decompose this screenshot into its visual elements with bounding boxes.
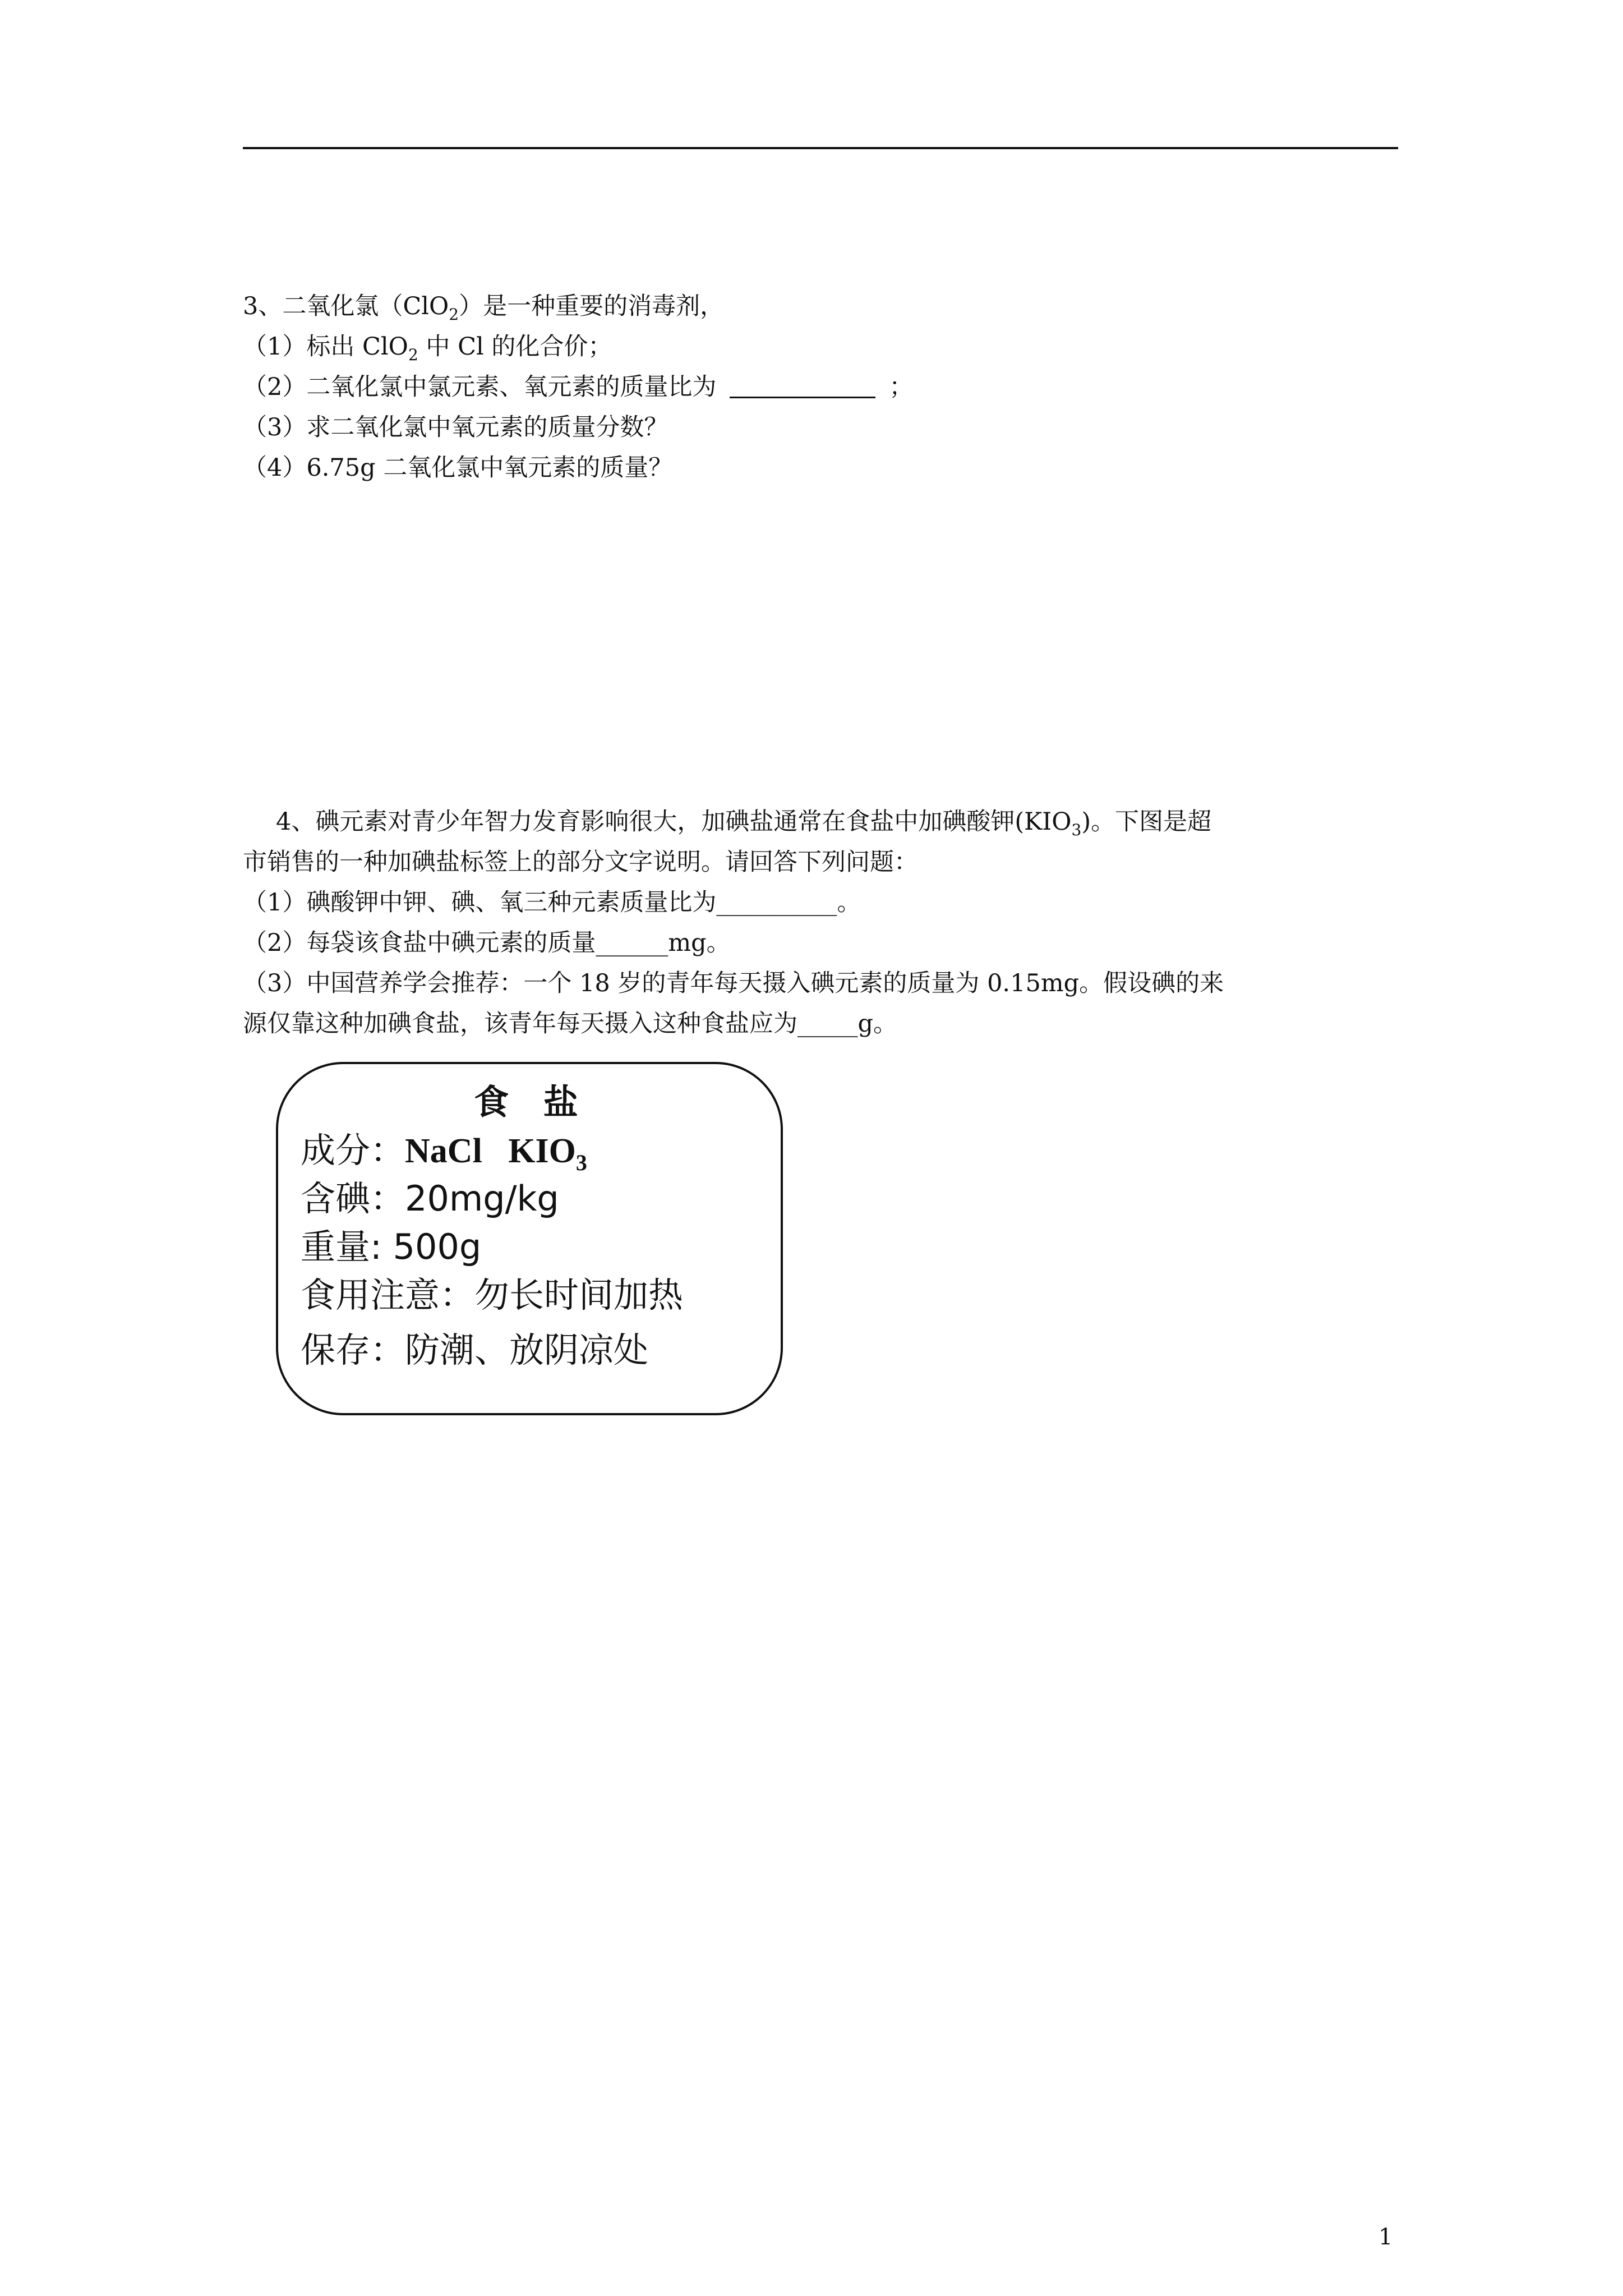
q4-part-2: （2）每袋该食盐中碘元素的质量______mg。: [243, 929, 731, 957]
answer-blank[interactable]: [730, 374, 875, 398]
salt-label-storage: 保存：防潮、放阴凉处: [301, 1329, 649, 1370]
header-rule: [243, 147, 1398, 149]
salt-label-caution: 食用注意：勿长时间加热: [301, 1274, 684, 1315]
q4-intro: 4、碘元素对青少年智力发育影响很大，加碘盐通常在食盐中加碘酸钾$(KIO_3)$。下图是超: [276, 808, 1212, 839]
salt-label-title: 食 盐: [474, 1082, 589, 1122]
q4-part-3-line2: 源仅靠这种加碘食盐，该青年每天摄入这种食盐应为_____g。: [243, 1010, 898, 1038]
q3-part-2: （2）二氧化氯中氯元素、氧元素的质量比为 ；: [243, 373, 914, 401]
salt-label: [276, 1062, 783, 1415]
salt-label-iodine: 含碘：20mg/kg: [301, 1178, 559, 1219]
q3-part-4: （4）6.75g 二氧化氯中氧元素的质量？: [243, 454, 673, 482]
salt-label-weight: 重量: 500g: [301, 1226, 482, 1267]
q4-part-1: （1）碘酸钾中钾、碘、氧三种元素质量比为__________。: [243, 889, 861, 917]
q4-intro-line2: 市销售的一种加碘盐标签上的部分文字说明。请回答下列问题：: [243, 848, 918, 876]
q4-part-3-line1: （3）中国营养学会推荐：一个 18 岁的青年每天摄入碘元素的质量为 0.15mg。假设碘的来: [243, 969, 1224, 997]
q3-part-1: （1）标出 ClO$_2$ 中 Cl 的化合价；: [243, 333, 612, 364]
page-number: 1: [1378, 2224, 1393, 2250]
q3-part-3: （3）求二氧化氯中氧元素的质量分数？: [243, 413, 668, 441]
salt-label-ingredients: 成分：NaCl $KIO_3$: [301, 1130, 587, 1175]
q3-intro: 3、二氧化氯（ClO$_2$）是一种重要的消毒剂，: [243, 292, 725, 324]
